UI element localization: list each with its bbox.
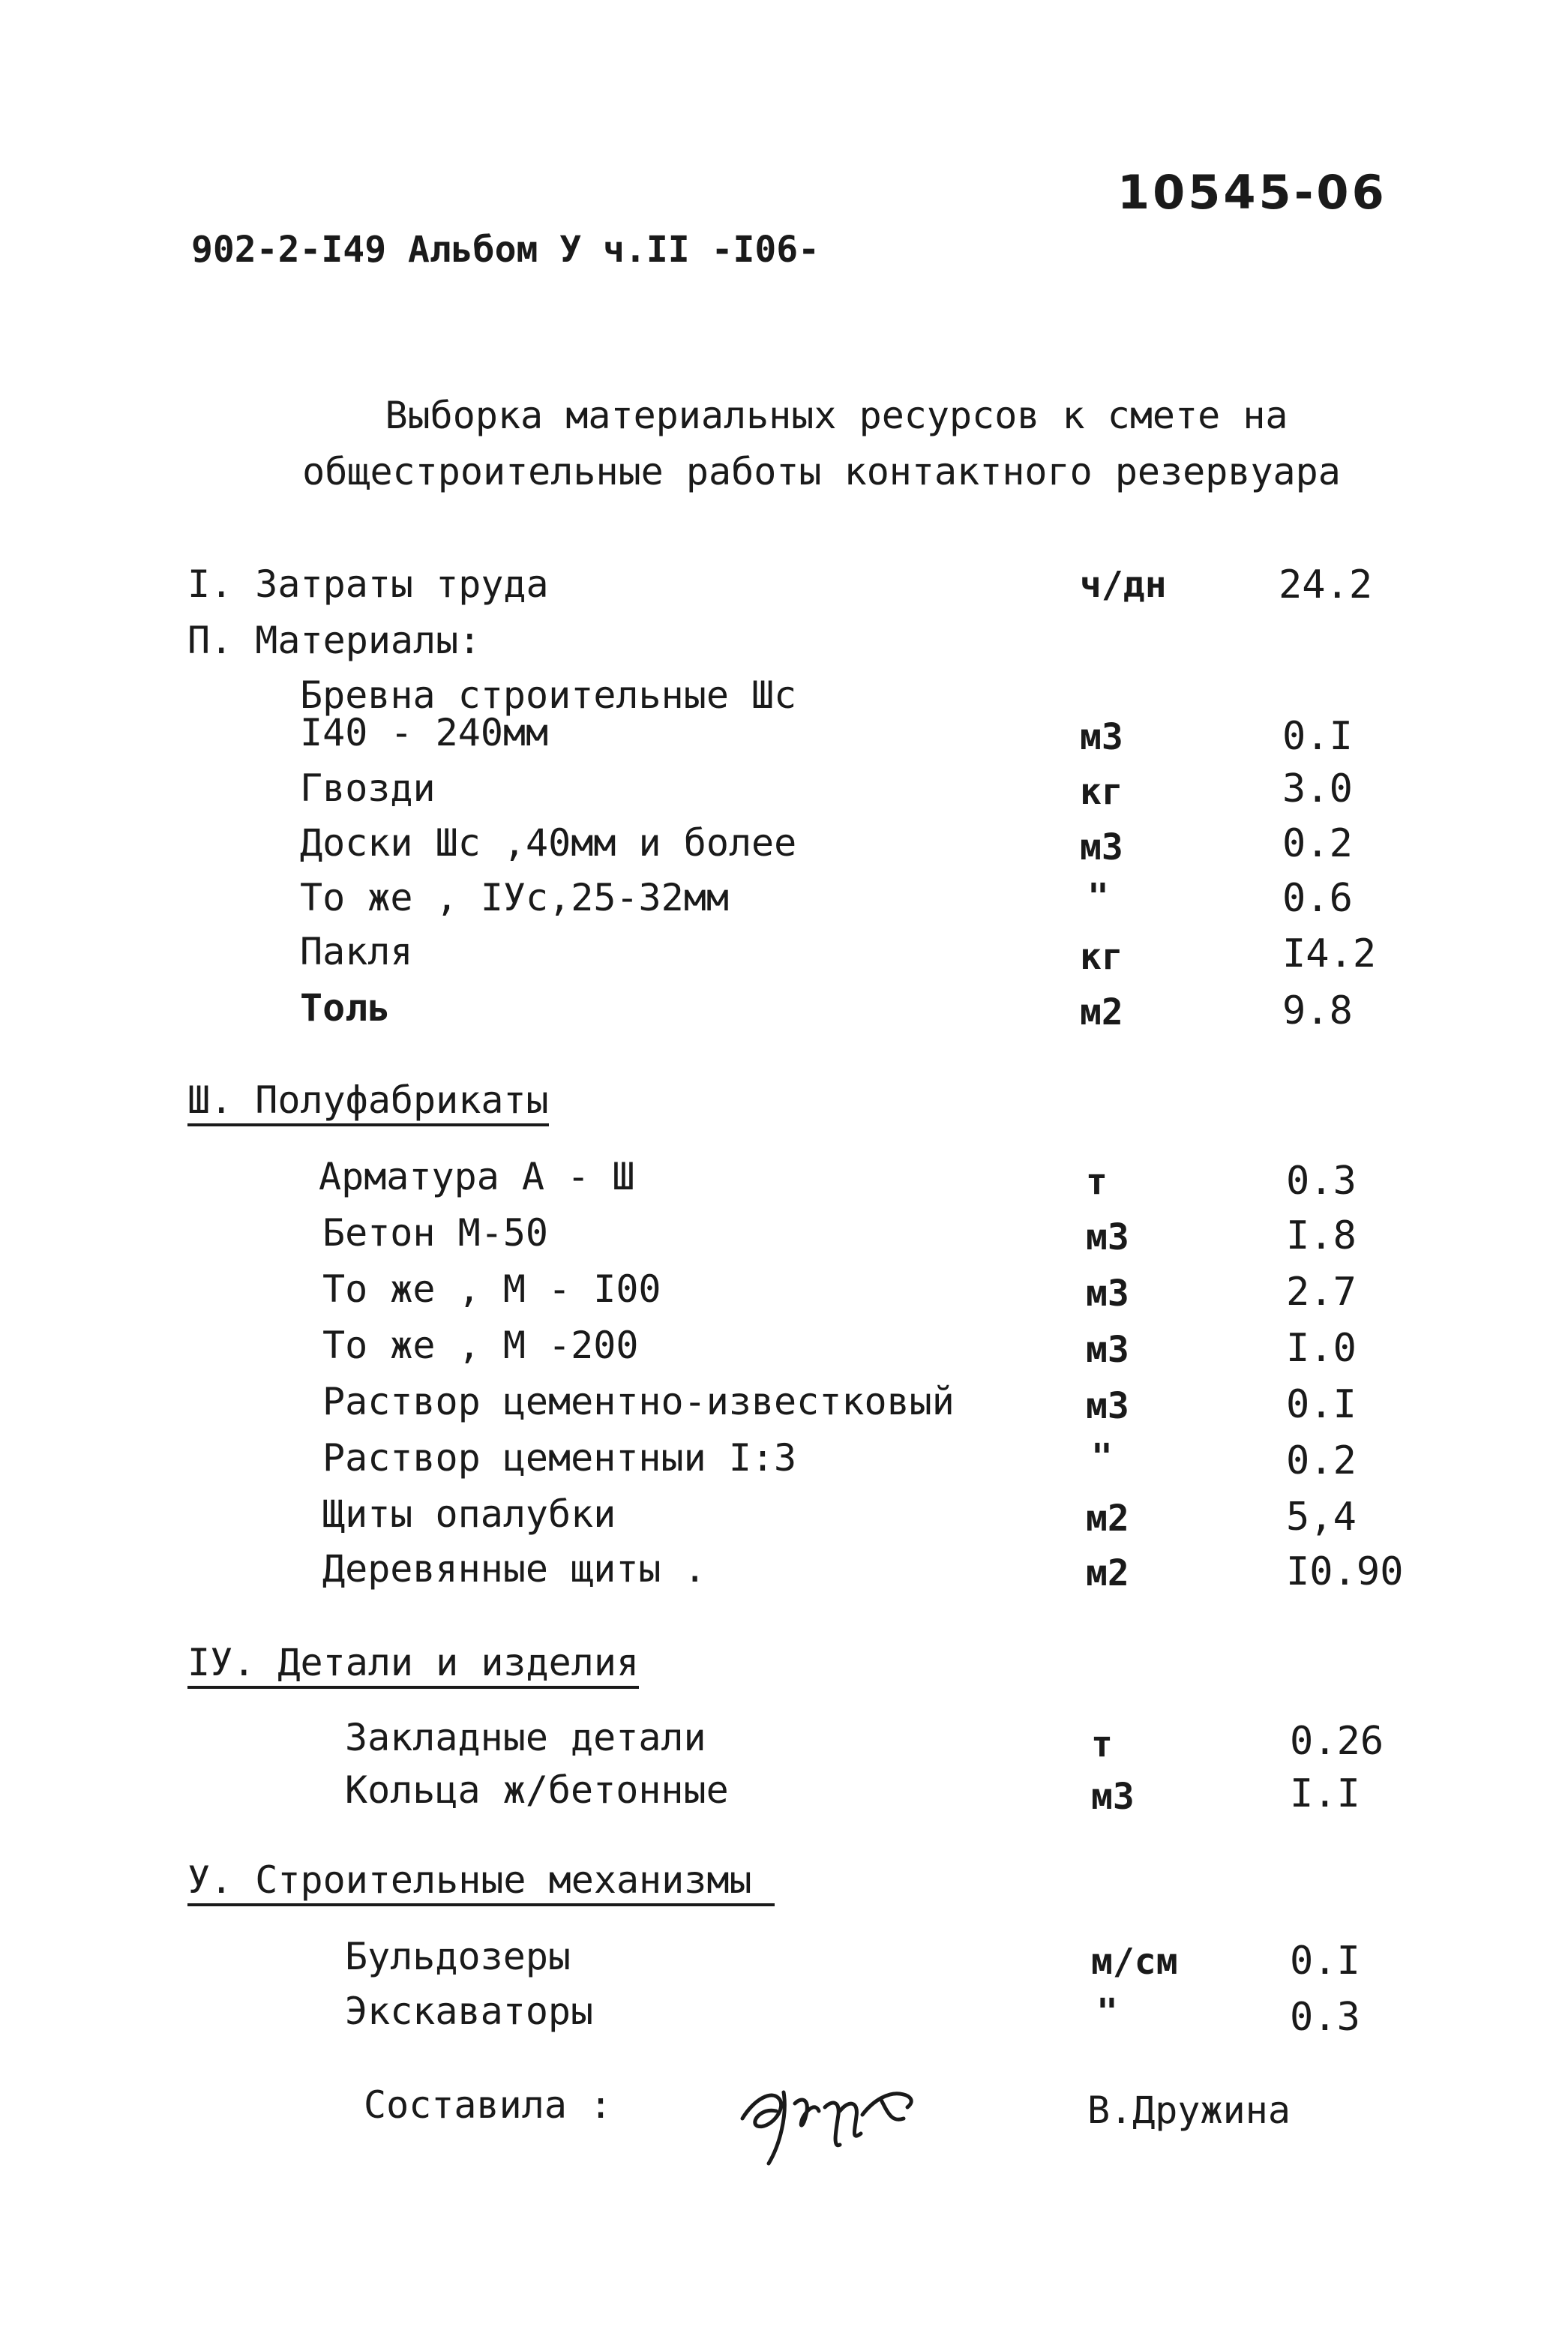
section-materials: П. Материалы:	[187, 619, 481, 662]
list-item-qty: 0.I	[1282, 714, 1353, 759]
list-item-unit: м3	[1091, 1776, 1135, 1818]
list-item-name: То же , М -200	[322, 1324, 639, 1367]
list-item-qty: I4.2	[1282, 931, 1377, 976]
list-item-qty: 0.6	[1282, 876, 1353, 921]
list-item-unit: м3	[1086, 1385, 1129, 1427]
title-line-1: Выборка материальных ресурсов к смете на	[385, 394, 1288, 437]
list-item-name: Экскаваторы	[345, 1990, 594, 2033]
list-item-qty: 2.7	[1286, 1270, 1357, 1315]
list-item-name: Пакля	[300, 930, 413, 973]
list-item-unit: м3	[1080, 716, 1123, 758]
list-item-qty: 0.2	[1282, 821, 1353, 866]
compiler-name: В.Дружина	[1087, 2089, 1291, 2132]
list-item-name: Бетон М-50	[322, 1211, 549, 1255]
list-item-qty: I0.90	[1286, 1549, 1404, 1594]
list-item-unit: м3	[1086, 1216, 1129, 1258]
list-item-unit: кг	[1080, 936, 1123, 978]
title-line-2: общестроительные работы контактного резервуара	[302, 450, 1341, 493]
list-item-unit: м3	[1080, 826, 1123, 868]
list-item-unit: м2	[1080, 991, 1123, 1033]
list-item-unit: т	[1091, 1723, 1113, 1765]
list-item-name: Бревна строительные Шс	[300, 673, 797, 717]
list-item-name: Доски Шс ,40мм и более	[300, 821, 797, 865]
list-item-name: Арматура А - Ш	[319, 1155, 635, 1198]
list-item-name: Толь	[300, 986, 391, 1030]
list-item-qty: 5,4	[1286, 1495, 1357, 1540]
list-item-qty: 9.8	[1282, 988, 1353, 1033]
list-item-unit: кг	[1080, 771, 1123, 813]
album-header: 902-2-I49 Альбом У ч.II -I06-	[191, 229, 820, 271]
list-item-unit: м2	[1086, 1552, 1129, 1594]
list-item-unit: м3	[1086, 1273, 1129, 1315]
list-item-qty: 0.2	[1286, 1438, 1357, 1483]
document-number: 10545-06	[1117, 165, 1387, 220]
list-item-name: Щиты опалубки	[322, 1492, 616, 1536]
section-semifinished: Ш. Полуфабрикаты	[187, 1078, 549, 1126]
list-item-qty: I.0	[1286, 1326, 1357, 1371]
list-item-name: Раствор цементно-известковый	[322, 1380, 955, 1423]
list-item-name: Бульдозеры	[345, 1935, 571, 1978]
list-item-name: Деревянные щиты .	[322, 1547, 706, 1591]
list-item-qty: 0.26	[1290, 1719, 1384, 1764]
list-item-name: Гвозди	[300, 766, 436, 810]
list-item-unit: "	[1096, 1991, 1118, 2033]
list-item-unit: "	[1091, 1436, 1113, 1478]
list-item-qty: I.I	[1290, 1771, 1360, 1816]
list-item-name: I40 - 240мм	[300, 711, 549, 754]
list-item-unit: м3	[1086, 1329, 1129, 1371]
signature-image	[727, 2047, 952, 2175]
list-item-name: Закладные детали	[345, 1716, 706, 1759]
list-item-name: Кольца ж/бетонные	[345, 1768, 729, 1812]
section-labor-costs: I. Затраты труда	[187, 562, 549, 606]
list-item-unit: м2	[1086, 1498, 1129, 1540]
list-item-qty: 3.0	[1282, 766, 1353, 811]
list-item-unit: т	[1086, 1161, 1108, 1203]
section-details: IУ. Детали и изделия	[187, 1641, 639, 1689]
labor-qty: 24.2	[1279, 562, 1373, 607]
list-item-qty: I.8	[1286, 1213, 1357, 1258]
list-item-qty: 0.3	[1290, 1995, 1360, 2040]
list-item-qty: 0.I	[1290, 1939, 1360, 1984]
list-item-qty: 0.I	[1286, 1382, 1357, 1427]
compiled-by-label: Составила :	[364, 2083, 613, 2127]
list-item-name: То же , М - I00	[322, 1267, 661, 1311]
list-item-name: Раствор цементныи I:3	[322, 1436, 797, 1480]
list-item-unit: м/см	[1091, 1941, 1178, 1983]
labor-unit: ч/дн	[1080, 564, 1167, 606]
list-item-qty: 0.3	[1286, 1159, 1357, 1204]
section-machines: У. Строительные механизмы	[187, 1858, 775, 1906]
list-item-unit: "	[1087, 876, 1109, 918]
list-item-name: То же , IУс,25-32мм	[300, 876, 729, 919]
